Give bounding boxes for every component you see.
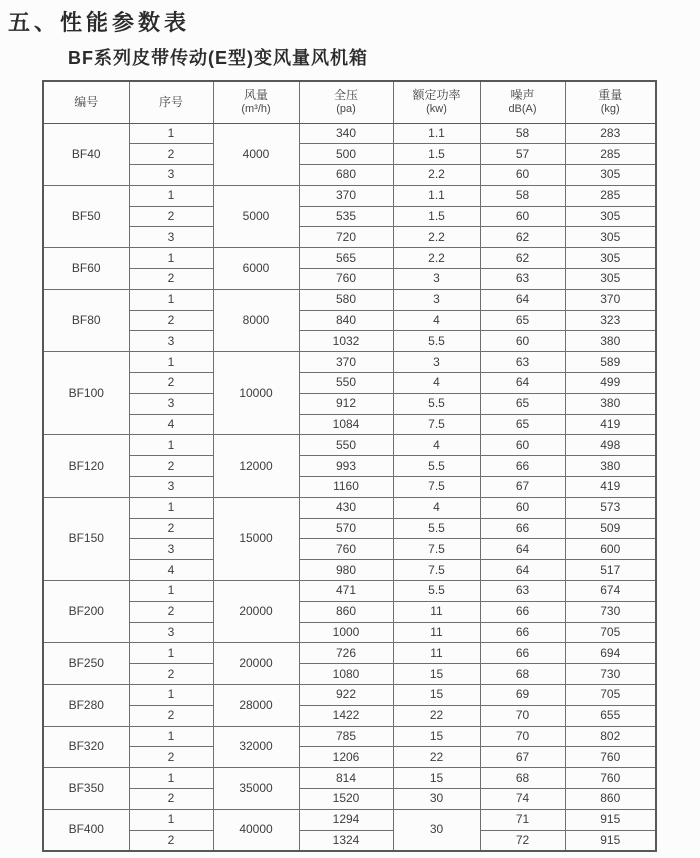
table-row [43,789,656,810]
table-row [43,144,656,165]
cell-power: 1.5 [393,206,480,227]
table-row [43,185,656,206]
cell-noise: 62 [480,248,565,269]
cell-power: 7.5 [393,477,480,498]
table-row [43,373,656,394]
cell-weight: 305 [565,165,656,186]
cell-flow: 20000 [213,643,299,685]
cell-seq: 1 [129,726,213,747]
cell-power: 30 [393,789,480,810]
cell-seq: 2 [129,373,213,394]
cell-power: 1.1 [393,123,480,144]
cell-noise: 64 [480,373,565,394]
cell-noise: 64 [480,289,565,310]
cell-power: 1.1 [393,185,480,206]
col-header-power [393,81,480,123]
cell-pressure: 1520 [299,789,393,810]
cell-noise: 58 [480,185,565,206]
cell-power: 4 [393,497,480,518]
table-row [43,685,656,706]
cell-power: 15 [393,726,480,747]
cell-model: BF320 [43,726,129,768]
cell-seq: 1 [129,435,213,456]
col-header-label: 序号 [158,94,183,109]
col-header-label: 噪声 [510,87,535,102]
cell-noise: 63 [480,352,565,373]
cell-weight: 915 [565,830,656,851]
cell-weight: 589 [565,352,656,373]
cell-noise: 65 [480,393,565,414]
cell-pressure: 980 [299,560,393,581]
cell-noise: 63 [480,269,565,290]
cell-weight: 498 [565,435,656,456]
cell-model: BF250 [43,643,129,685]
cell-noise: 66 [480,518,565,539]
cell-seq: 1 [129,768,213,789]
cell-power: 11 [393,601,480,622]
cell-power: 3 [393,289,480,310]
table-row [43,331,656,352]
cell-flow: 32000 [213,726,299,768]
table-row [43,414,656,435]
cell-seq: 2 [129,310,213,331]
cell-power: 15 [393,664,480,685]
cell-noise: 65 [480,310,565,331]
cell-weight: 915 [565,809,656,830]
table-row [43,227,656,248]
cell-seq: 3 [129,539,213,560]
table-row [43,123,656,144]
cell-power: 11 [393,622,480,643]
cell-model: BF400 [43,809,129,851]
cell-noise: 71 [480,809,565,830]
cell-seq: 1 [129,289,213,310]
table-row [43,726,656,747]
cell-noise: 62 [480,227,565,248]
cell-seq: 3 [129,622,213,643]
table-row [43,206,656,227]
col-header-label: 全压 [333,87,358,102]
page-title: 五、性能参数表 [8,10,191,35]
cell-power: 4 [393,373,480,394]
col-header-model [43,81,129,123]
cell-seq: 1 [129,685,213,706]
cell-pressure: 471 [299,581,393,602]
cell-pressure: 840 [299,310,393,331]
cell-seq: 1 [129,248,213,269]
cell-weight: 705 [565,685,656,706]
cell-power: 5.5 [393,581,480,602]
cell-weight: 305 [565,227,656,248]
cell-noise: 74 [480,789,565,810]
cell-power: 5.5 [393,331,480,352]
cell-seq: 2 [129,269,213,290]
cell-weight: 323 [565,310,656,331]
cell-seq: 1 [129,123,213,144]
table-row [43,165,656,186]
cell-power: 15 [393,685,480,706]
cell-pressure: 912 [299,393,393,414]
cell-noise: 68 [480,664,565,685]
cell-noise: 60 [480,435,565,456]
cell-model: BF60 [43,248,129,290]
cell-pressure: 565 [299,248,393,269]
col-header-seq [129,81,213,123]
cell-noise: 60 [480,206,565,227]
cell-pressure: 993 [299,456,393,477]
table-row [43,248,656,269]
cell-pressure: 570 [299,518,393,539]
cell-power: 4 [393,310,480,331]
cell-pressure: 760 [299,269,393,290]
cell-pressure: 550 [299,435,393,456]
cell-power: 3 [393,352,480,373]
cell-flow: 40000 [213,809,299,851]
cell-seq: 3 [129,393,213,414]
cell-weight: 655 [565,705,656,726]
cell-weight: 305 [565,269,656,290]
cell-noise: 68 [480,768,565,789]
table-row [43,581,656,602]
cell-pressure: 370 [299,185,393,206]
col-header-flow [213,81,299,123]
cell-model: BF80 [43,289,129,351]
cell-weight: 573 [565,497,656,518]
col-header-unit: (kw) [426,102,447,115]
cell-model: BF50 [43,185,129,247]
table-row [43,352,656,373]
cell-seq: 3 [129,165,213,186]
cell-noise: 70 [480,705,565,726]
cell-pressure: 814 [299,768,393,789]
table-body [43,123,656,851]
col-header-pressure [299,81,393,123]
cell-seq: 4 [129,560,213,581]
cell-power: 5.5 [393,518,480,539]
cell-seq: 1 [129,497,213,518]
cell-weight: 419 [565,477,656,498]
cell-pressure: 1032 [299,331,393,352]
cell-weight: 730 [565,664,656,685]
cell-flow: 10000 [213,352,299,435]
cell-pressure: 340 [299,123,393,144]
cell-flow: 28000 [213,685,299,727]
cell-power: 7.5 [393,560,480,581]
col-header-label: 重量 [598,87,623,102]
cell-seq: 2 [129,144,213,165]
cell-seq: 2 [129,789,213,810]
cell-weight: 760 [565,768,656,789]
cell-pressure: 370 [299,352,393,373]
cell-weight: 509 [565,518,656,539]
cell-weight: 674 [565,581,656,602]
table-row [43,705,656,726]
cell-seq: 2 [129,601,213,622]
cell-flow: 4000 [213,123,299,185]
table-header [43,81,656,123]
cell-pressure: 550 [299,373,393,394]
cell-pressure: 760 [299,539,393,560]
cell-weight: 860 [565,789,656,810]
cell-flow: 20000 [213,581,299,643]
table-row [43,497,656,518]
table-row [43,518,656,539]
cell-power: 5.5 [393,456,480,477]
cell-pressure: 535 [299,206,393,227]
cell-model: BF100 [43,352,129,435]
table-row [43,601,656,622]
table-row [43,477,656,498]
cell-seq: 2 [129,518,213,539]
cell-noise: 70 [480,726,565,747]
cell-noise: 63 [480,581,565,602]
col-header-label: 编号 [74,94,99,109]
cell-seq: 2 [129,206,213,227]
cell-seq: 2 [129,705,213,726]
cell-pressure: 1160 [299,477,393,498]
cell-weight: 370 [565,289,656,310]
cell-flow: 35000 [213,768,299,810]
cell-noise: 67 [480,477,565,498]
cell-power: 4 [393,435,480,456]
cell-power: 2.2 [393,248,480,269]
cell-flow: 12000 [213,435,299,497]
col-header-label: 额定功率 [412,87,461,102]
cell-noise: 60 [480,331,565,352]
cell-power: 30 [393,809,480,851]
cell-seq: 1 [129,643,213,664]
cell-pressure: 1422 [299,705,393,726]
cell-weight: 517 [565,560,656,581]
cell-power: 1.5 [393,144,480,165]
cell-weight: 705 [565,622,656,643]
cell-model: BF120 [43,435,129,497]
cell-flow: 5000 [213,185,299,247]
col-header-unit: (pa) [336,102,356,115]
table-row [43,664,656,685]
cell-weight: 499 [565,373,656,394]
col-header-weight [565,81,656,123]
cell-weight: 285 [565,185,656,206]
cell-seq: 2 [129,830,213,851]
cell-seq: 2 [129,664,213,685]
cell-noise: 60 [480,165,565,186]
cell-noise: 57 [480,144,565,165]
cell-weight: 380 [565,393,656,414]
cell-noise: 60 [480,497,565,518]
cell-noise: 58 [480,123,565,144]
cell-noise: 64 [480,539,565,560]
cell-flow: 6000 [213,248,299,290]
table-row [43,539,656,560]
cell-seq: 3 [129,227,213,248]
cell-model: BF280 [43,685,129,727]
cell-power: 22 [393,705,480,726]
cell-noise: 66 [480,643,565,664]
cell-model: BF40 [43,123,129,185]
table-row [43,643,656,664]
cell-model: BF350 [43,768,129,810]
cell-power: 3 [393,269,480,290]
cell-weight: 380 [565,331,656,352]
cell-seq: 4 [129,414,213,435]
table-row [43,768,656,789]
table-row [43,289,656,310]
cell-noise: 64 [480,560,565,581]
cell-weight: 802 [565,726,656,747]
cell-noise: 66 [480,601,565,622]
table-row [43,393,656,414]
cell-weight: 760 [565,747,656,768]
cell-model: BF150 [43,497,129,580]
table-row [43,622,656,643]
cell-pressure: 1000 [299,622,393,643]
cell-pressure: 922 [299,685,393,706]
cell-pressure: 580 [299,289,393,310]
cell-weight: 283 [565,123,656,144]
cell-pressure: 1324 [299,830,393,851]
cell-seq: 2 [129,456,213,477]
cell-pressure: 720 [299,227,393,248]
cell-pressure: 785 [299,726,393,747]
cell-noise: 69 [480,685,565,706]
cell-seq: 2 [129,747,213,768]
cell-model: BF200 [43,581,129,643]
col-header-noise [480,81,565,123]
cell-power: 5.5 [393,393,480,414]
cell-seq: 3 [129,477,213,498]
col-header-label: 风量 [243,87,268,102]
table-subtitle: BF系列皮带传动(E型)变风量风机箱 [68,48,368,68]
cell-weight: 285 [565,144,656,165]
cell-power: 7.5 [393,539,480,560]
cell-seq: 3 [129,331,213,352]
cell-power: 2.2 [393,227,480,248]
col-header-unit: (kg) [600,102,620,115]
cell-seq: 1 [129,185,213,206]
table-row [43,435,656,456]
cell-noise: 72 [480,830,565,851]
cell-seq: 1 [129,352,213,373]
cell-weight: 305 [565,206,656,227]
cell-weight: 305 [565,248,656,269]
cell-power: 2.2 [393,165,480,186]
cell-power: 15 [393,768,480,789]
cell-power: 11 [393,643,480,664]
cell-pressure: 1080 [299,664,393,685]
table-row [43,269,656,290]
cell-pressure: 1294 [299,809,393,830]
cell-weight: 600 [565,539,656,560]
cell-weight: 380 [565,456,656,477]
cell-noise: 67 [480,747,565,768]
cell-pressure: 1084 [299,414,393,435]
cell-weight: 419 [565,414,656,435]
cell-flow: 15000 [213,497,299,580]
table-row [43,310,656,331]
table-row [43,456,656,477]
cell-pressure: 680 [299,165,393,186]
cell-flow: 8000 [213,289,299,351]
cell-pressure: 500 [299,144,393,165]
table-row [43,830,656,851]
spec-table [42,80,657,852]
cell-power: 22 [393,747,480,768]
table-row [43,560,656,581]
cell-noise: 66 [480,456,565,477]
cell-pressure: 726 [299,643,393,664]
cell-pressure: 860 [299,601,393,622]
cell-weight: 730 [565,601,656,622]
cell-noise: 65 [480,414,565,435]
cell-power: 7.5 [393,414,480,435]
cell-pressure: 430 [299,497,393,518]
col-header-unit: dB(A) [508,102,537,115]
cell-seq: 1 [129,809,213,830]
cell-noise: 66 [480,622,565,643]
cell-weight: 694 [565,643,656,664]
col-header-unit: (m³/h) [241,102,271,115]
cell-seq: 1 [129,581,213,602]
table-row [43,809,656,830]
cell-pressure: 1206 [299,747,393,768]
table-row [43,747,656,768]
